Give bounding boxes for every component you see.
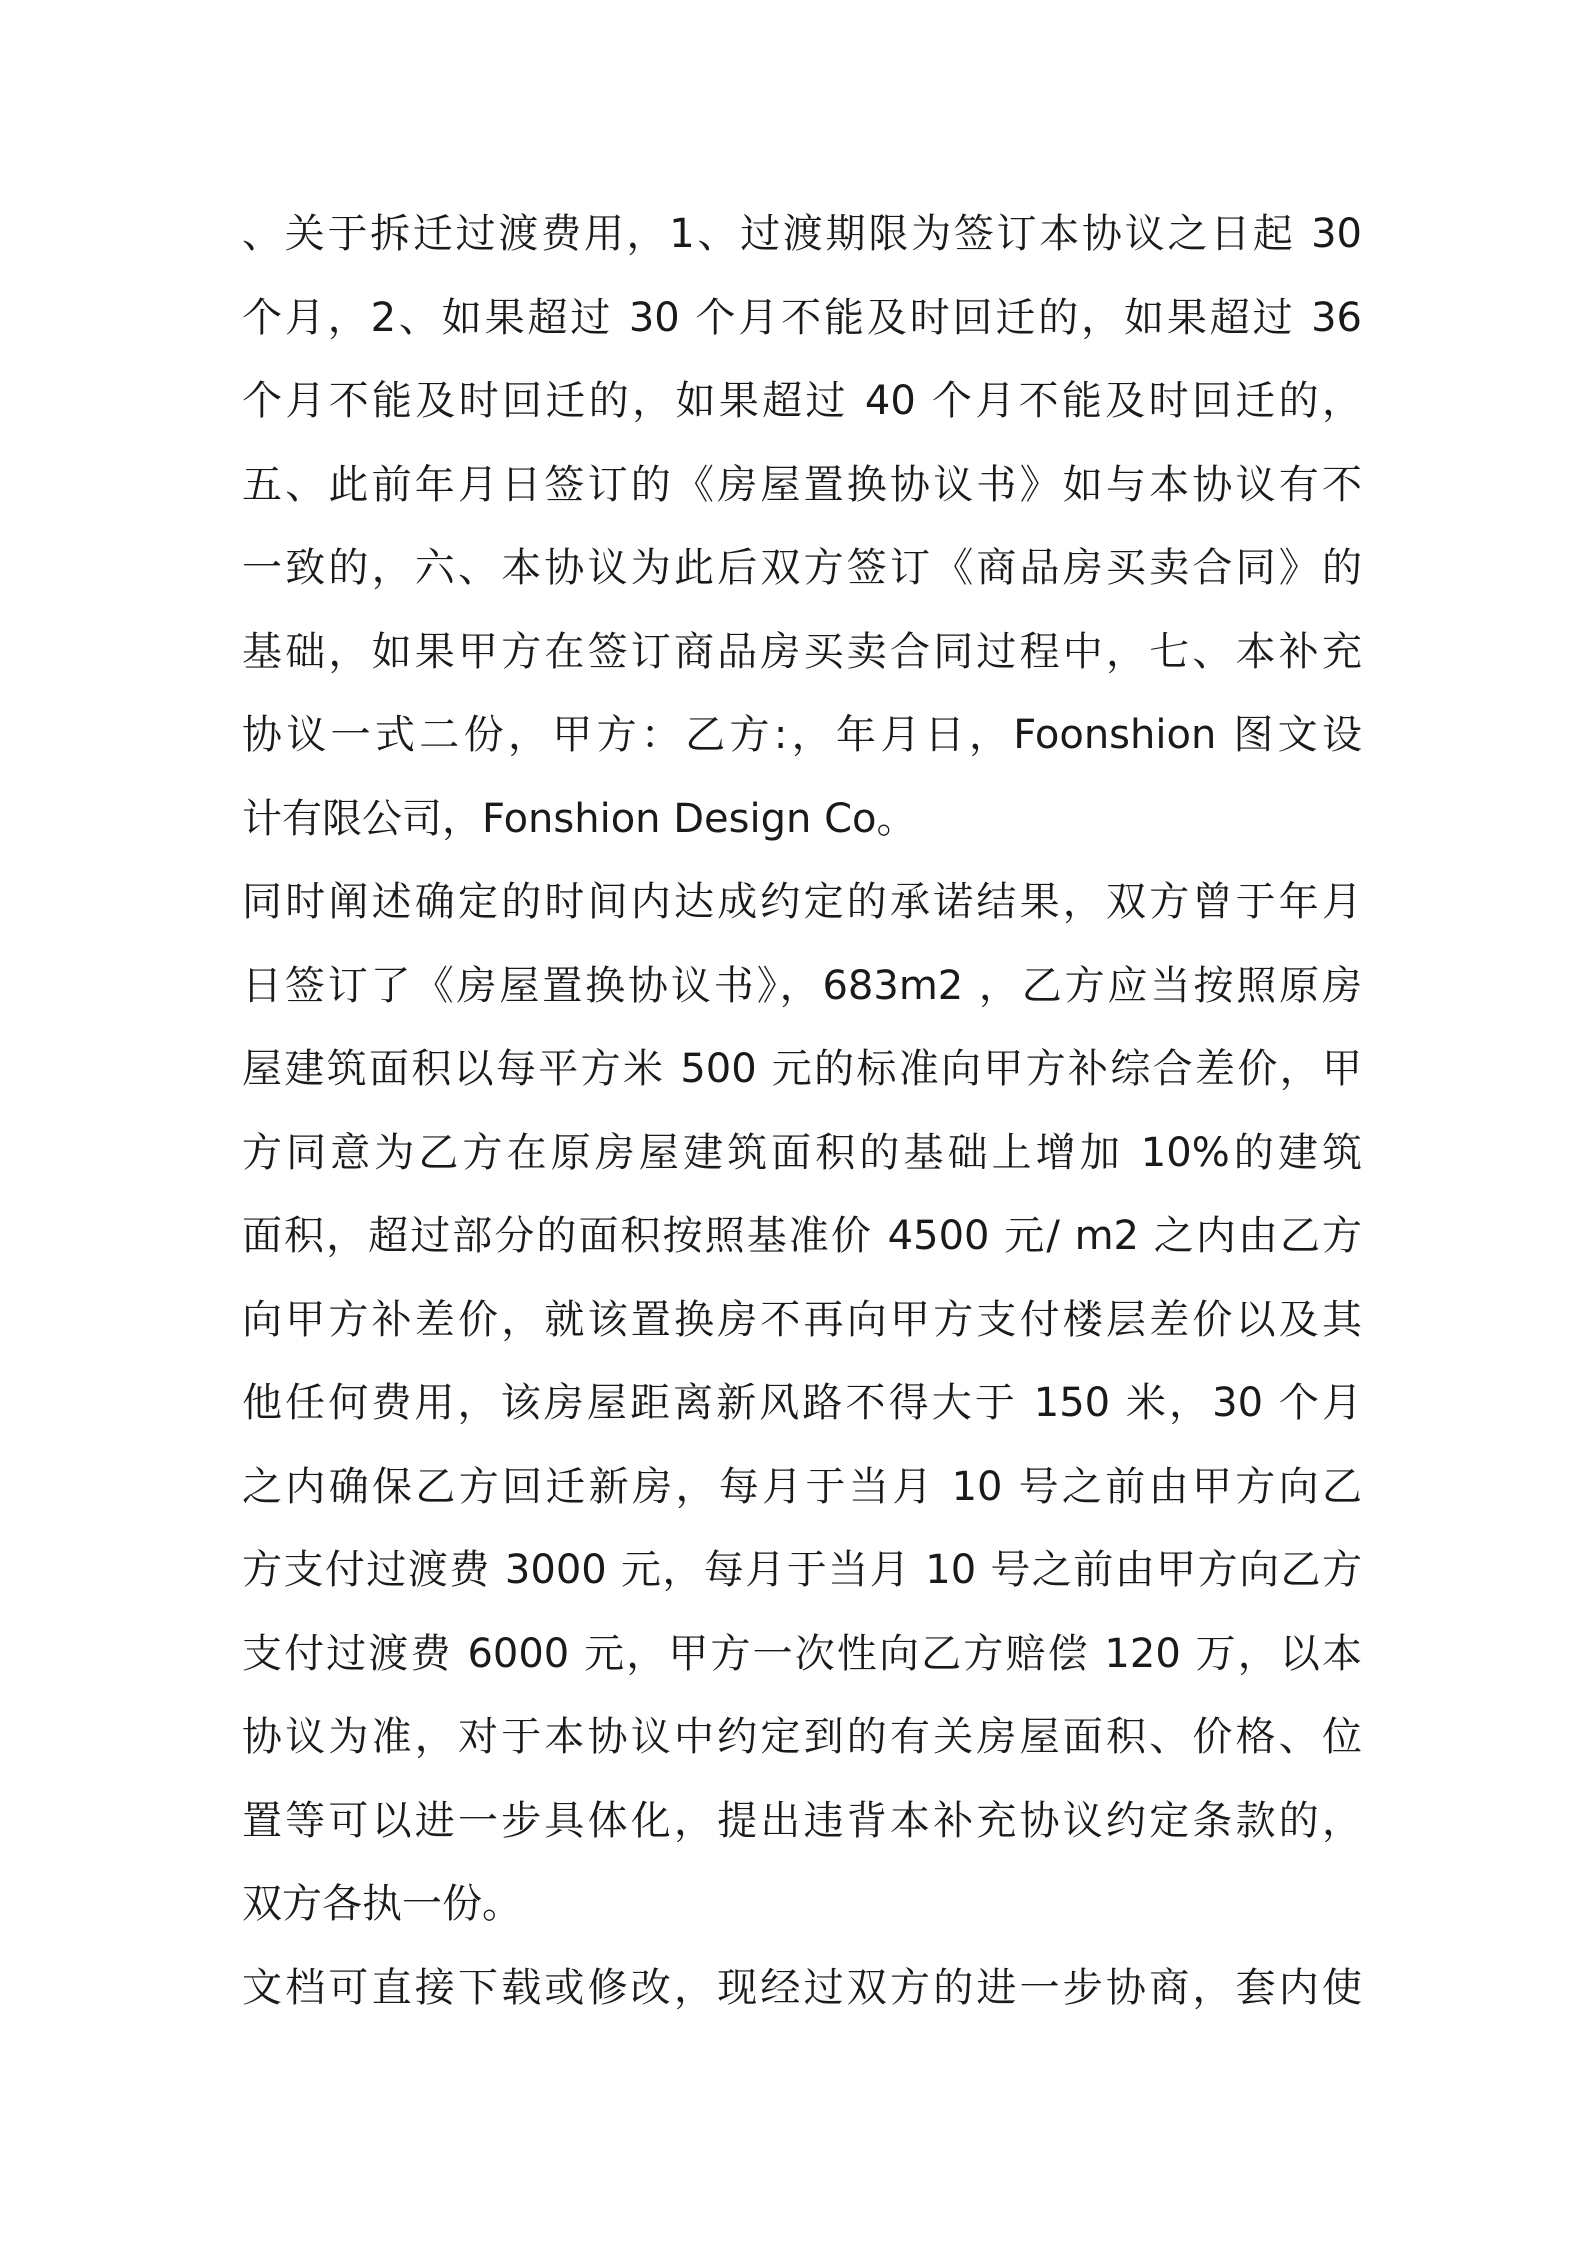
text-line: 他任何费用，该房屋距离新风路不得大于 150 米，30 个月 (242, 1380, 1362, 1426)
text-line: 支付过渡费 6000 元，甲方一次性向乙方赔偿 120 万，以本 (242, 1630, 1362, 1677)
text-line: 日签订了《房屋置换协议书》，683m2 ，乙方应当按照原房 (242, 962, 1362, 1009)
text-line: 个月不能及时回迁的，如果超过 40 个月不能及时回迁的， (242, 378, 1362, 424)
text-line: 向甲方补差价，就该置换房不再向甲方支付楼层差价以及其 (242, 1296, 1362, 1343)
text-line: 五、此前年月日签订的《房屋置换协议书》如与本协议有不 (242, 461, 1362, 508)
text-line: 同时阐述确定的时间内达成约定的承诺结果，双方曾于年月 (242, 879, 1362, 925)
text-line: 方支付过渡费 3000 元，每月于当月 10 号之前由甲方向乙方 (242, 1547, 1362, 1593)
text-line: 置等可以进一步具体化，提出违背本补充协议约定条款的， (242, 1797, 1362, 1844)
text-line: 协议一式二份，甲方：乙方:，年月日，Foonshion 图文设 (242, 712, 1362, 758)
text-line: 之内确保乙方回迁新房，每月于当月 10 号之前由甲方向乙 (242, 1463, 1362, 1510)
text-line: 方同意为乙方在原房屋建筑面积的基础上增加 10%的建筑 (242, 1129, 1362, 1176)
text-line: 基础，如果甲方在签订商品房买卖合同过程中，七、本补充 (242, 628, 1362, 675)
document-body (242, 193, 1362, 2030)
text-line: 文档可直接下载或修改，现经过双方的进一步协商，套内使 (242, 1964, 1362, 2011)
text-line: 、关于拆迁过渡费用，1、过渡期限为签订本协议之日起 30 (242, 211, 1362, 257)
text-line: 一致的，六、本协议为此后双方签订《商品房买卖合同》的 (242, 545, 1362, 591)
text-line: 个月，2、如果超过 30 个月不能及时回迁的，如果超过 36 (242, 294, 1362, 341)
text-line: 协议为准，对于本协议中约定到的有关房屋面积、价格、位 (242, 1714, 1362, 1760)
text-line: 双方各执一份。 (242, 1881, 522, 1927)
text-line: 计有限公司，Fonshion Design Co。 (242, 795, 917, 842)
text-line: 面积，超过部分的面积按照基准价 4500 元/ m2 之内由乙方 (242, 1213, 1362, 1259)
text-line: 屋建筑面积以每平方米 500 元的标准向甲方补综合差价，甲 (242, 1046, 1362, 1092)
